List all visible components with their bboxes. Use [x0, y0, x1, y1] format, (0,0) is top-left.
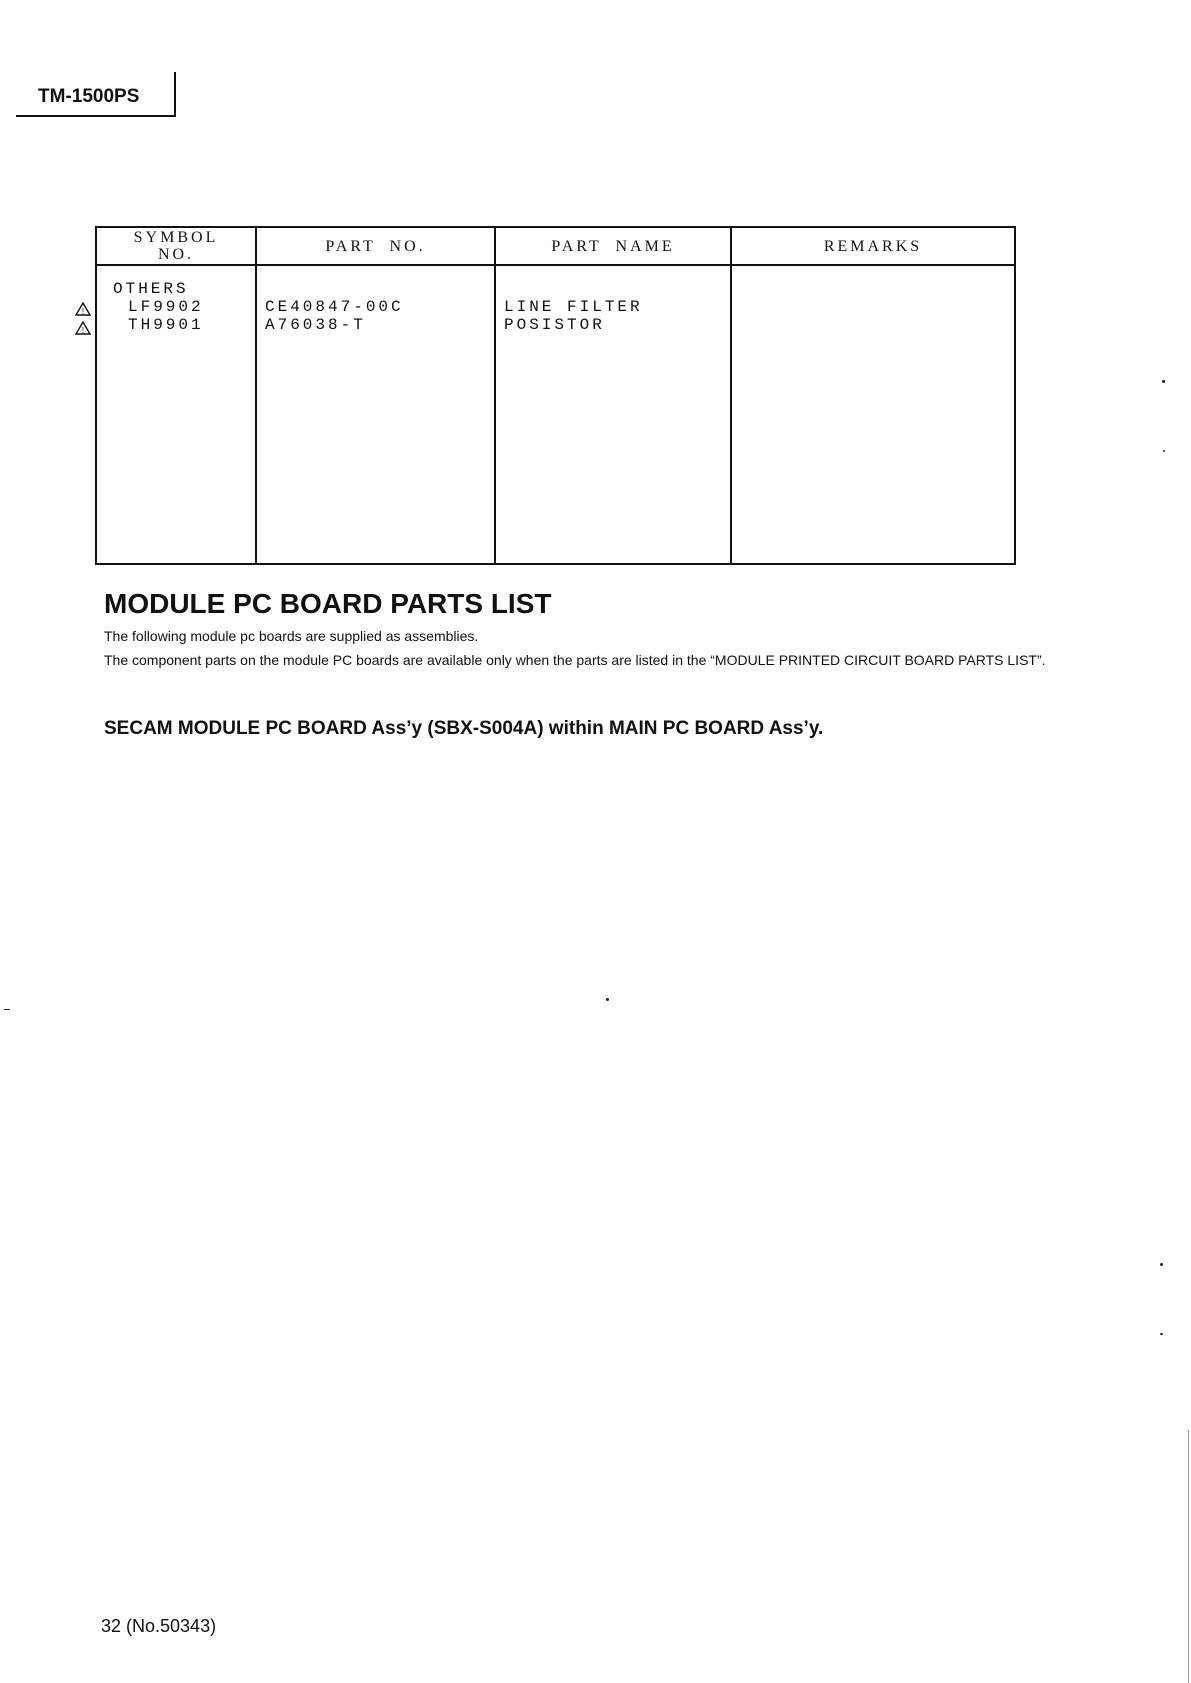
scan-speck	[4, 1009, 10, 1010]
page-number: 32 (No.50343)	[101, 1616, 217, 1636]
scan-speck	[606, 998, 609, 1001]
remarks-value	[732, 298, 1014, 316]
scan-edge	[1188, 1430, 1189, 1683]
part-name-cell	[495, 265, 731, 564]
safety-warning-icon	[75, 321, 91, 335]
column-header-remarks	[731, 227, 1015, 265]
scan-speck	[1160, 1263, 1163, 1266]
parts-table	[95, 226, 1016, 565]
symbol-value: TH9901	[128, 316, 204, 334]
group-label: OTHERS	[113, 280, 189, 298]
part-no-value: A76038-T	[265, 316, 366, 334]
table-header-row	[96, 227, 1015, 265]
column-header-line: PART NO.	[325, 237, 426, 255]
column-header-line: REMARKS	[823, 237, 923, 255]
column-header-part-no	[256, 227, 495, 265]
part-no-cell	[256, 265, 495, 564]
symbol-value: LF9902	[128, 298, 204, 316]
table-row	[96, 265, 1015, 564]
subsection-title: SECAM MODULE PC BOARD Ass’y (SBX-S004A) within MAIN PC BOARD Ass’y.	[104, 718, 824, 739]
svg-text:!: !	[81, 307, 85, 316]
scan-speck	[1163, 450, 1165, 452]
remarks-value	[732, 280, 1014, 298]
part-name-value: LINE FILTER	[504, 298, 643, 316]
column-header-line: NO.	[157, 246, 195, 263]
intro-paragraph: The following module pc boards are supplied as assemblies.	[104, 628, 479, 644]
remarks-cell	[731, 265, 1015, 564]
symbol-cell	[96, 265, 256, 564]
model-name: TM-1500PS	[38, 86, 140, 107]
svg-text:!: !	[81, 326, 85, 335]
part-no-value: CE40847-00C	[265, 298, 404, 316]
safety-warning-icon	[75, 302, 91, 316]
section-title: MODULE PC BOARD PARTS LIST	[104, 588, 552, 619]
column-header-part-name	[495, 227, 731, 265]
column-header-line: SYMBOL	[133, 229, 219, 246]
column-header-line: PART NAME	[551, 237, 675, 255]
part-name-value: POSISTOR	[504, 316, 605, 334]
column-header-symbol-no	[96, 227, 256, 265]
model-header-box	[16, 72, 176, 117]
availability-paragraph: The component parts on the module PC boards are available only when the parts are listed in the “MODULE PRINTED CIRCUIT BOARD PARTS LIST”.	[104, 652, 1046, 668]
scan-speck	[1162, 380, 1165, 383]
scan-speck	[1160, 1333, 1163, 1335]
